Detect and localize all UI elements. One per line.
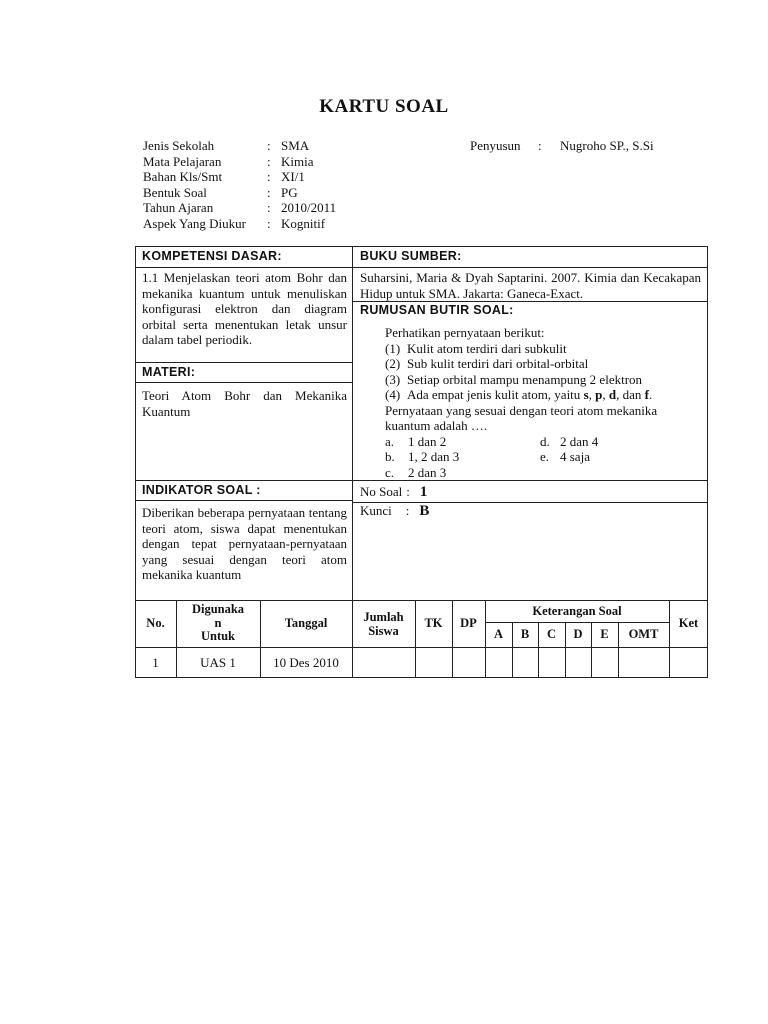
rumusan-header-colon: : [509,303,514,317]
kunci-colon: : [405,503,410,518]
option-b [385,449,540,465]
td-no: 1 [152,654,159,670]
statement-4-s: s [583,387,589,402]
option-c [385,465,540,481]
kunci-label: Kunci [360,503,392,518]
statement-1 [385,341,703,357]
page-title: KARTU SOAL [319,96,449,117]
th-jumlah [352,600,415,647]
option-key: b. [385,449,395,464]
th-sub-c: C [546,627,557,641]
th-digunakan-line3: Untuk [200,629,236,644]
option-text: 2 dan 4 [560,433,599,449]
penyusun-colon: : [538,138,542,153]
info-row-jenis-sekolah [143,138,336,154]
rumusan-header [360,303,514,317]
materi-text: Teori Atom Bohr dan Mekanika Kuantum [142,388,347,419]
option-text: 1 dan 2 [408,433,447,449]
th-sub-b: B [520,627,530,641]
info-value: Kimia [281,153,314,169]
info-colon: : [267,169,271,184]
th-jumlah-line1: Jumlah [363,609,404,624]
materi-top-line [135,362,352,363]
info-row-bahan [143,169,336,185]
rumusan-top-line [352,301,708,302]
statement-4-pre: Ada empat jenis kulit atom, yaitu [407,387,584,402]
th-digunakan [176,600,260,647]
option-d [540,434,598,450]
statement-2 [385,356,703,372]
nosoal-value: 1 [419,484,428,500]
statement-num: (2) [385,356,401,371]
info-value: SMA [281,138,310,153]
td-digunakan: UAS 1 [200,654,236,670]
indikator-header-text: INDIKATOR SOAL [142,483,253,497]
materi-header [142,365,195,379]
th-sub-d: D [573,627,583,641]
info-colon: : [267,184,271,200]
option-text: 1, 2 dan 3 [408,449,460,464]
statement-4-p: p [595,387,603,402]
indikator-header [142,483,261,497]
statement-num: (1) [385,340,401,356]
statement-4-c3: , dan [616,387,645,402]
option-key: a. [385,433,395,449]
buku-header-text: BUKU SUMBER [360,249,458,263]
statement-4-d: d [608,387,617,402]
th-tanggal: Tanggal [284,616,328,630]
penyusun-label: Penyusun [470,138,521,153]
options-row-1 [385,434,703,450]
info-value: Kognitif [281,215,326,231]
th-jumlah-line2: Siswa [368,623,399,638]
info-colon: : [267,138,271,153]
th-no: No. [146,616,165,630]
kompetensi-text: 1.1 Menjelaskan teori atom Bohr dan mekanika kuantum untuk menuliskan konfigurasi elektron dan diagram orbital serta menentukan letak unsur dalam tabel periodik. [142,270,347,347]
info-colon: : [267,215,271,231]
info-value: XI/1 [281,169,305,184]
option-a [385,434,540,450]
statement-num: (3) [385,371,401,387]
info-label: Bentuk Soal [143,184,207,200]
buku-text: Suharsini, Maria & Dyah Saptarini. 2007. Kimia dan Kecakapan Hidup untuk SMA. Jakarta: Ganeca-Exact. [360,270,701,301]
info-colon: : [267,153,271,169]
kunci-value: B [419,503,430,519]
info-label: Tahun Ajaran [143,200,214,215]
penyusun-value: Nugroho SP., S.Si [560,138,654,153]
statement-4-end: . [648,387,653,402]
td-tanggal: 10 Des 2010 [273,654,339,670]
indikator-header-colon: : [256,483,261,497]
buku-header [360,249,462,263]
kompetensi-header-text: KOMPETENSI DASAR [142,249,278,263]
info-label: Aspek Yang Diukur [143,215,246,231]
nosoal-colon: : [406,484,410,499]
info-label: Jenis Sekolah [143,138,215,153]
th-keterangan: Keterangan Soal [532,603,622,618]
info-label: Bahan Kls/Smt [143,169,223,184]
indikator-top-line [135,480,708,481]
materi-header-line [135,382,352,383]
th-sub-a: A [493,627,504,641]
rumusan-header-text: RUMUSAN BUTIR SOAL [360,303,510,317]
statement-4 [385,387,703,403]
statement-text [407,387,652,403]
info-colon: : [267,200,271,215]
buku-header-line [352,267,708,268]
statement-text: Setiap orbital mampu menampung 2 elektron [407,371,643,387]
indikator-header-line [135,500,352,501]
option-text: 4 saja [560,449,590,464]
th-digunakan-line2: n [214,615,222,630]
option-key: d. [540,433,550,449]
info-row-mata-pelajaran [143,154,336,170]
info-label: Mata Pelajaran [143,153,222,169]
option-key: e. [540,449,550,464]
options-row-2 [385,449,703,465]
materi-header-colon: : [190,365,196,379]
th-digunakan-line1: Digunaka [191,602,245,617]
statement-text: Sub kulit terdiri dari orbital-orbital [407,356,589,371]
info-value: 2010/2011 [281,200,337,215]
rumusan-intro: Perhatikan pernyataan berikut: [385,325,545,340]
penyusun [470,138,654,154]
statement-3 [385,372,703,388]
rumusan-body [385,325,703,480]
statement-4-c1: , [588,387,596,402]
info-row-aspek [143,216,336,232]
kompetensi-header-line [135,267,352,268]
options-row-3 [385,465,703,481]
column-divider [352,246,353,600]
th-sub-e: E [600,627,609,641]
materi-header-text: MATERI [142,365,191,379]
kompetensi-header [142,249,282,263]
kompetensi-header-colon: : [277,249,282,263]
option-e [540,449,590,465]
info-row-tahun-ajaran [143,200,336,216]
option-key: c. [385,464,395,480]
statement-4-f: f [644,387,649,402]
indikator-text: Diberikan beberapa pernyataan tentang teori atom, siswa dapat menentukan dengan tepat pernyataan-pernyataan yang sesuai dengan teori atom mekanika kuantum [142,505,347,582]
th-ket: Ket [678,616,699,630]
kunci [360,503,429,520]
nosoal-label: No Soal [360,484,403,499]
th-sub-omt: OMT [628,627,659,641]
statement-text: Kulit atom terdiri dari subkulit [407,340,567,356]
statement-num: (4) [385,387,401,402]
rumusan-question: Pernyataan yang sesuai dengan teori atom mekanika kuantum adalah …. [385,402,658,433]
option-text: 2 dan 3 [408,464,447,480]
buku-header-colon: : [457,249,462,263]
th-dp: DP [460,616,477,630]
statement-4-c2: , [602,387,609,402]
info-value: PG [281,184,298,200]
th-tk: TK [424,616,443,630]
info-block [143,138,336,231]
info-row-bentuk-soal [143,185,336,201]
nosoal [360,484,427,501]
